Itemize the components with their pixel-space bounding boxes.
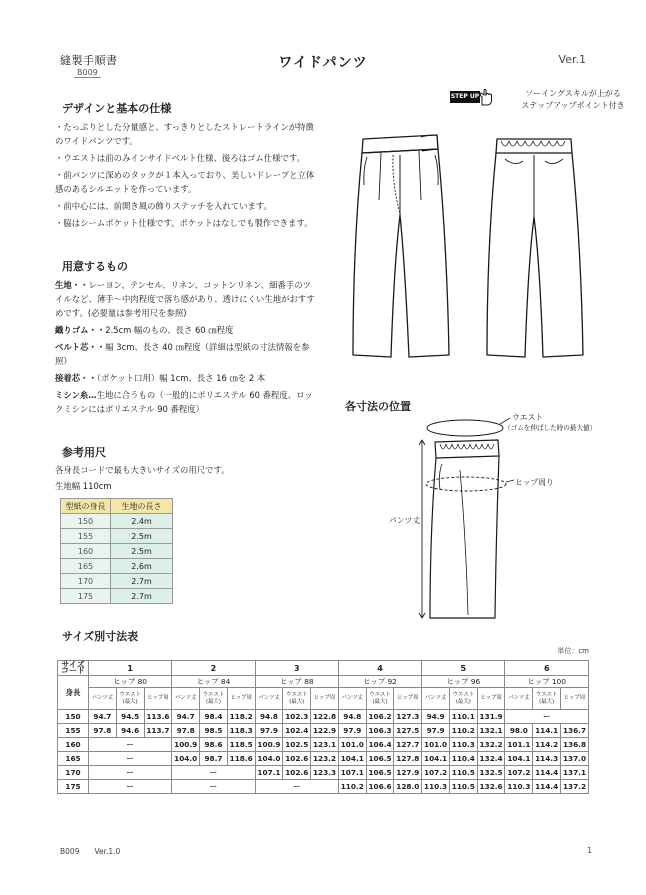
table-cell: 104.1: [422, 752, 450, 766]
table-cell: 106.6: [366, 780, 394, 794]
table-cell: 104.1: [505, 752, 533, 766]
col-waist: ウエスト (最大): [283, 688, 311, 710]
table-cell: 98.5: [200, 724, 228, 738]
col-hip: ヒップ周: [311, 688, 339, 710]
height-value: 155: [58, 724, 89, 738]
doc-code: B009: [74, 68, 101, 78]
table-cell: 113.7: [144, 724, 172, 738]
table-cell: 110.5: [449, 780, 477, 794]
table-cell: 122.9: [311, 724, 339, 738]
table-cell: 136.8: [561, 738, 589, 752]
col-length: パンツ丈: [172, 688, 200, 710]
col-hip: ヒップ周: [394, 688, 422, 710]
table-cell: 110.3: [422, 780, 450, 794]
col-hip: ヒップ周: [561, 688, 589, 710]
table-row: 170 2.7m: [61, 574, 173, 589]
table-cell: 127.7: [394, 738, 422, 752]
table-cell: 132.5: [477, 766, 505, 780]
table-cell: 106.4: [366, 738, 394, 752]
col-hip: ヒップ周: [144, 688, 172, 710]
height-value: 175: [58, 780, 89, 794]
col-waist: ウエスト (最大): [366, 688, 394, 710]
materials-list: [55, 278, 317, 419]
table-cell: 123.2: [311, 752, 339, 766]
table-cell: 102.4: [283, 724, 311, 738]
size-code: 1: [89, 661, 172, 676]
table-cell: 123.1: [311, 738, 339, 752]
height-label: 身長: [58, 676, 89, 710]
table-cell: 110.2: [338, 780, 366, 794]
stepup-text: ソーイングスキルが上がる ステップアップポイント付き: [521, 89, 625, 110]
table-cell: 110.5: [449, 766, 477, 780]
table-row: 175 2.7m: [61, 589, 173, 604]
table-row: 160 2.5m: [61, 544, 173, 559]
table-cell: 118.2: [227, 710, 255, 724]
table-cell: 118.5: [227, 738, 255, 752]
size-code: 6: [505, 661, 589, 676]
table-cell: 107.1: [338, 766, 366, 780]
materials-title: 用意するもの: [62, 260, 128, 273]
table-row: [58, 724, 589, 738]
table-cell: 98.0: [505, 724, 533, 738]
stepup-badge: STEP UP: [450, 91, 480, 103]
yardage-header: 型紙の身長: [61, 499, 111, 514]
page-number: 1: [587, 846, 592, 855]
hip-size: ヒップ 100: [505, 676, 589, 688]
table-cell: 131.9: [477, 710, 505, 724]
table-cell: 102.3: [283, 710, 311, 724]
table-cell: 94.8: [255, 710, 283, 724]
hip-size: ヒップ 88: [255, 676, 338, 688]
waist-note: （ゴムを伸ばした時の最大値）: [504, 424, 597, 432]
yardage-note: 各身長コードで最も大きいサイズの用尺です。: [55, 465, 230, 475]
table-cell: 137.0: [561, 752, 589, 766]
table-row: 155 2.5m: [61, 529, 173, 544]
table-cell: 110.3: [449, 738, 477, 752]
hip-label: ヒップ周り: [515, 478, 554, 487]
table-cell: 94.8: [338, 710, 366, 724]
table-cell: 106.5: [366, 752, 394, 766]
size-code: 5: [422, 661, 505, 676]
no-size-cell: ー: [172, 780, 255, 794]
table-cell: 114.3: [533, 752, 561, 766]
table-cell: 102.5: [283, 738, 311, 752]
table-cell: 114.1: [533, 724, 561, 738]
table-cell: 98.6: [200, 738, 228, 752]
unit-label: 単位：cm: [557, 647, 589, 655]
table-cell: 94.5: [116, 710, 144, 724]
material-item: 織りゴム・・2.5cm 幅のもの、長さ 60 ㎝程度: [55, 325, 234, 335]
col-length: パンツ丈: [505, 688, 533, 710]
table-cell: 102.6: [283, 766, 311, 780]
table-cell: 94.7: [172, 710, 200, 724]
material-item: 接着芯・・（ポケット口用）幅 1cm、長さ 16 ㎝を 2 本: [55, 373, 266, 383]
size-code: 2: [172, 661, 255, 676]
fabric-width: 生地幅 110cm: [55, 481, 112, 491]
measure-title: 各寸法の位置: [345, 400, 411, 413]
table-row: 165 2.6m: [61, 559, 173, 574]
table-cell: 136.7: [561, 724, 589, 738]
waist-label: ウエスト: [512, 413, 544, 422]
col-waist: ウエスト (最大): [449, 688, 477, 710]
table-cell: 97.9: [422, 724, 450, 738]
table-cell: 107.2: [505, 766, 533, 780]
table-row: 150 2.4m: [61, 514, 173, 529]
table-cell: 104.1: [338, 752, 366, 766]
no-size-cell: ー: [89, 738, 172, 752]
page-title: ワイドパンツ: [278, 55, 368, 71]
length-label: パンツ丈: [389, 516, 421, 525]
table-row: [58, 766, 589, 780]
table-cell: 97.9: [338, 724, 366, 738]
table-cell: 94.9: [422, 710, 450, 724]
table-cell: 127.3: [394, 710, 422, 724]
yardage-header: 生地の長さ: [111, 499, 173, 514]
hip-size: ヒップ 84: [172, 676, 255, 688]
height-value: 170: [58, 766, 89, 780]
table-row: [58, 710, 589, 724]
material-item: ベルト芯・・幅 3cm、長さ 40 ㎝程度（詳細は型紙の寸法情報を参照）: [55, 342, 310, 366]
col-waist: ウエスト (最大): [116, 688, 144, 710]
table-cell: 100.9: [172, 738, 200, 752]
design-item: ・前中心には、前開き風の飾りステッチを入れています。: [55, 201, 272, 211]
no-size-cell: ー: [89, 752, 172, 766]
table-cell: 101.1: [505, 738, 533, 752]
table-cell: 101.0: [422, 738, 450, 752]
height-value: 165: [58, 752, 89, 766]
col-length: パンツ丈: [255, 688, 283, 710]
table-cell: 122.8: [311, 710, 339, 724]
table-row: [58, 752, 589, 766]
table-cell: 100.9: [255, 738, 283, 752]
table-cell: 97.8: [172, 724, 200, 738]
table-cell: 118.6: [227, 752, 255, 766]
table-cell: 104.0: [172, 752, 200, 766]
col-waist: ウエスト (最大): [533, 688, 561, 710]
pants-illustration: [345, 125, 590, 365]
no-size-cell: ー: [172, 766, 255, 780]
table-cell: 110.3: [505, 780, 533, 794]
size-code: 4: [338, 661, 421, 676]
hip-size: ヒップ 92: [338, 676, 421, 688]
size-table-title: サイズ別寸法表: [62, 630, 139, 643]
no-size-cell: ー: [505, 710, 589, 724]
table-cell: 110.4: [449, 752, 477, 766]
col-length: パンツ丈: [338, 688, 366, 710]
design-title: デザインと基本の仕様: [62, 102, 172, 115]
table-cell: 106.5: [366, 766, 394, 780]
table-cell: 132.1: [477, 724, 505, 738]
table-row: [58, 738, 589, 752]
table-cell: 110.1: [449, 710, 477, 724]
size-code-label: サイズコード: [58, 661, 89, 676]
table-cell: 118.3: [227, 724, 255, 738]
yardage-title: 参考用尺: [62, 446, 106, 459]
table-cell: 123.3: [311, 766, 339, 780]
size-table: [57, 660, 589, 794]
back-pants-drawing: [487, 139, 583, 357]
table-cell: 114.2: [533, 738, 561, 752]
col-hip: ヒップ周: [227, 688, 255, 710]
table-cell: 107.2: [422, 766, 450, 780]
code-row: [58, 661, 589, 676]
table-cell: 106.2: [366, 710, 394, 724]
table-cell: 113.6: [144, 710, 172, 724]
version-label: Ver.1: [558, 53, 586, 66]
table-cell: 102.6: [283, 752, 311, 766]
height-value: 150: [58, 710, 89, 724]
table-cell: 127.8: [394, 752, 422, 766]
material-item: 生地・・レーヨン、テンセル、リネン、コットンリネン、細番手のツイルなど、薄手～中肉程度で落ち感があり、透けにくい生地がおすすめです。(必要量は参考用尺を参照): [55, 280, 315, 318]
design-item: ・前パンツに深めのタックが１本入っており、美しいドレープと立体感のあるシルエットを作っています。: [55, 170, 315, 194]
design-item: ・脇はシームポケット仕様です。ポケットはなしでも製作できます。: [55, 218, 313, 228]
no-size-cell: ー: [89, 780, 172, 794]
hip-size: ヒップ 96: [422, 676, 505, 688]
hand-icon: [478, 88, 494, 106]
no-size-cell: ー: [255, 780, 338, 794]
col-waist: ウエスト (最大): [200, 688, 228, 710]
material-item: ミシン糸…生地に合うもの（一般的にポリエステル 60 番程度、ロックミシンにはポリエステル 90 番程度）: [55, 390, 313, 414]
table-cell: 107.1: [255, 766, 283, 780]
table-cell: 114.4: [533, 780, 561, 794]
table-cell: 94.7: [89, 710, 117, 724]
table-cell: 98.4: [200, 710, 228, 724]
table-cell: 106.3: [366, 724, 394, 738]
table-cell: 132.4: [477, 752, 505, 766]
table-cell: 127.9: [394, 766, 422, 780]
sub-header-row: [58, 688, 589, 710]
table-cell: 137.1: [561, 766, 589, 780]
height-value: 160: [58, 738, 89, 752]
table-cell: 98.7: [200, 752, 228, 766]
table-cell: 137.2: [561, 780, 589, 794]
table-cell: 97.8: [89, 724, 117, 738]
no-size-cell: ー: [89, 766, 172, 780]
design-list: [55, 120, 317, 233]
table-cell: 104.0: [255, 752, 283, 766]
table-cell: 114.4: [533, 766, 561, 780]
table-cell: 132.6: [477, 780, 505, 794]
hip-size: ヒップ 80: [89, 676, 172, 688]
table-cell: 101.0: [338, 738, 366, 752]
table-cell: 94.6: [116, 724, 144, 738]
yardage-table: [60, 498, 173, 604]
design-item: ・たっぷりとした分量感と、すっきりとしたストレートラインが特徴のワイドパンツです。: [55, 122, 314, 146]
col-hip: ヒップ周: [477, 688, 505, 710]
col-length: パンツ丈: [422, 688, 450, 710]
doc-label: 縫製手順書: [60, 54, 118, 67]
table-cell: 127.5: [394, 724, 422, 738]
col-length: パンツ丈: [89, 688, 117, 710]
front-pants-drawing: [353, 135, 449, 357]
footer-code: B009 Ver.1.0: [60, 847, 121, 856]
size-code: 3: [255, 661, 338, 676]
table-cell: 97.9: [255, 724, 283, 738]
table-row: [58, 780, 589, 794]
table-cell: 128.0: [394, 780, 422, 794]
table-cell: 110.2: [449, 724, 477, 738]
hip-row: [58, 676, 589, 688]
table-cell: 132.2: [477, 738, 505, 752]
design-item: ・ウエストは前のみインサイドベルト仕様、後ろはゴム仕様です。: [55, 153, 305, 163]
